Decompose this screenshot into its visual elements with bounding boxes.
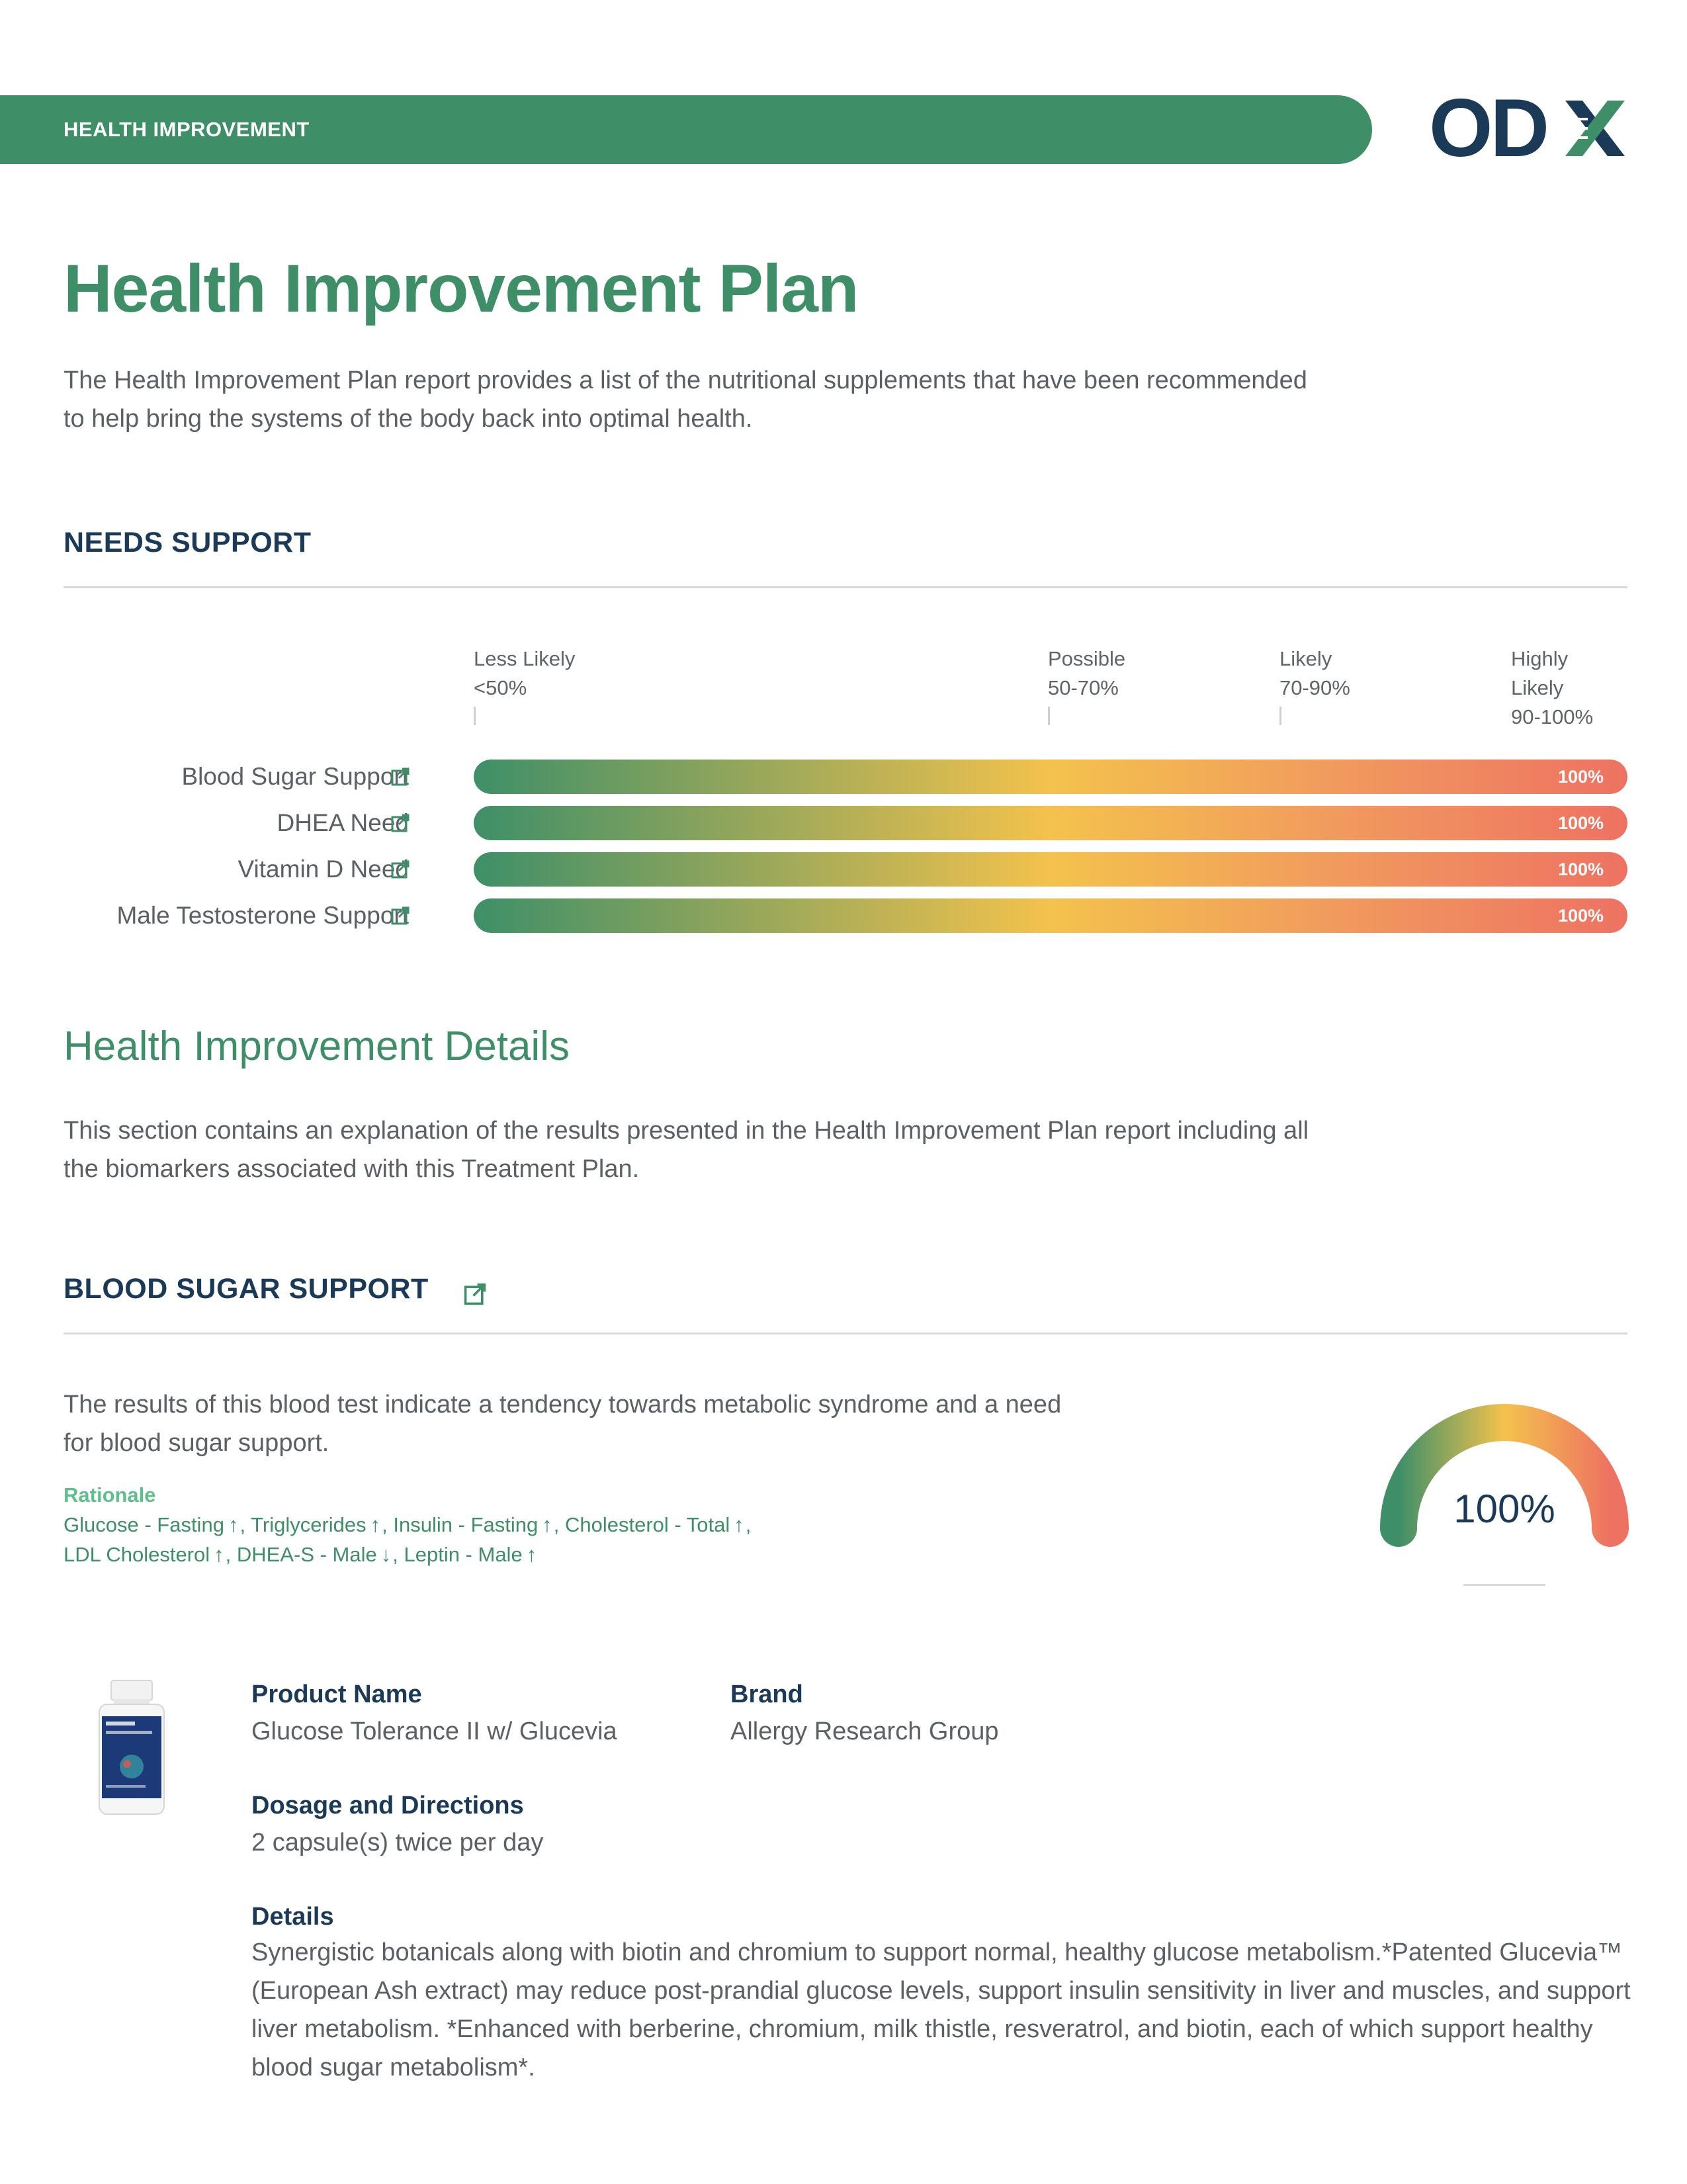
likelihood-bar xyxy=(474,852,1627,887)
bar-percent: 100% xyxy=(1557,767,1604,787)
arrow-up-icon: ↑ xyxy=(526,1543,537,1566)
rationale-item: DHEA-S - Male ↓, xyxy=(237,1543,404,1566)
arrow-up-icon: ↑ xyxy=(542,1513,552,1536)
brand-value: Allergy Research Group xyxy=(730,1718,999,1745)
gauge-divider xyxy=(1463,1584,1545,1586)
scale-range: 70-90% xyxy=(1279,676,1350,699)
scale-label: Less Likely xyxy=(474,647,576,670)
bar-fill xyxy=(474,806,1627,840)
external-link-icon[interactable] xyxy=(463,1282,487,1306)
scale-range: 50-70% xyxy=(1048,676,1119,699)
likelihood-bar xyxy=(474,760,1627,794)
row-label-dhea: DHEA Need xyxy=(277,809,409,836)
scale-tick xyxy=(1279,707,1281,725)
rationale-title: Rationale xyxy=(64,1483,156,1507)
blood-sugar-heading: BLOOD SUGAR SUPPORT xyxy=(64,1273,429,1305)
scale-label: Highly xyxy=(1511,647,1569,670)
external-link-icon[interactable] xyxy=(390,767,410,787)
scale-possible xyxy=(1048,644,1125,703)
rationale-list xyxy=(64,1510,963,1569)
row-label-blood-sugar: Blood Sugar Support xyxy=(181,763,409,790)
intro-text: The Health Improvement Plan report provides a list of the nutritional supplements that have been recommended to help bring the systems of the body back into optimal health. xyxy=(64,367,1307,433)
scale-label: Likely xyxy=(1511,676,1564,699)
dosage-value: 2 capsule(s) twice per day xyxy=(251,1829,544,1856)
details-title: Health Improvement Details xyxy=(64,1024,570,1069)
product-details-text: Synergistic botanicals along with biotin and chromium to support normal, healthy glucose metabolism.*Patented Glucevia™ (European Ash extract) may reduce post-prandial glucose levels, support insulin sensitivity in liver and muscles, and support liver metabolism. *Enhanced with berberine, chromium, milk thistle, resveratrol, and biotin, each of which support healthy blood sugar metabolism*. xyxy=(251,1939,1631,2081)
bar-fill xyxy=(474,852,1627,887)
arrow-up-icon: ↑ xyxy=(228,1513,239,1536)
arrow-up-icon: ↑ xyxy=(214,1543,224,1566)
arrow-up-icon: ↑ xyxy=(370,1513,381,1536)
product-name: Glucose Tolerance II w/ Glucevia xyxy=(251,1718,617,1745)
header-banner xyxy=(0,95,1372,164)
arrow-down-icon: ↓ xyxy=(380,1543,392,1566)
rationale-item: Triglycerides ↑, xyxy=(251,1513,393,1536)
details-label: Details xyxy=(251,1903,334,1931)
scale-less-likely xyxy=(474,644,575,703)
scale-label: Possible xyxy=(1048,647,1126,670)
rationale-item: Cholesterol - Total ↑, xyxy=(565,1513,751,1536)
external-link-icon[interactable] xyxy=(390,906,410,926)
gauge-value: 100% xyxy=(1453,1487,1555,1531)
row-label-vitamin-d: Vitamin D Need xyxy=(238,855,409,883)
external-link-icon[interactable] xyxy=(390,813,410,833)
scale-range: <50% xyxy=(474,676,527,699)
scale-label: Likely xyxy=(1279,647,1332,670)
svg-text:OD: OD xyxy=(1429,91,1547,165)
row-label-male-testosterone: Male Testosterone Support xyxy=(116,902,409,929)
external-link-icon[interactable] xyxy=(390,859,410,879)
rationale-item: LDL Cholesterol ↑, xyxy=(64,1543,237,1566)
bar-fill xyxy=(474,898,1627,933)
details-text: This section contains an explanation of the results presented in the Health Improvement Plan report including all the biomarkers associated with this Treatment Plan. xyxy=(64,1117,1309,1183)
likelihood-bar xyxy=(474,898,1627,933)
rationale-item: Glucose - Fasting ↑, xyxy=(64,1513,251,1536)
arrow-up-icon: ↑ xyxy=(734,1513,744,1536)
odx-logo xyxy=(1429,91,1627,165)
scale-range: 90-100% xyxy=(1511,705,1594,728)
page-title: Health Improvement Plan xyxy=(64,251,859,326)
bar-percent: 100% xyxy=(1557,859,1604,879)
bar-percent: 100% xyxy=(1557,906,1604,926)
blood-sugar-divider xyxy=(64,1332,1627,1334)
rationale-item: Insulin - Fasting ↑, xyxy=(393,1513,565,1536)
scale-tick xyxy=(1048,707,1050,725)
rationale-item: Leptin - Male ↑ xyxy=(404,1543,538,1566)
blood-sugar-description: The results of this blood test indicate a tendency towards metabolic syndrome and a need for blood sugar support. xyxy=(64,1391,1062,1457)
dosage-label: Dosage and Directions xyxy=(251,1792,524,1819)
bar-percent: 100% xyxy=(1557,813,1604,833)
product-bottle-image xyxy=(95,1679,168,1818)
banner-label: HEALTH IMPROVEMENT xyxy=(64,118,310,141)
scale-likely xyxy=(1279,644,1350,703)
needs-support-divider xyxy=(64,586,1627,588)
needs-support-heading: NEEDS SUPPORT xyxy=(64,527,312,558)
brand-label: Brand xyxy=(730,1681,803,1708)
product-name-label: Product Name xyxy=(251,1681,422,1708)
scale-highly-likely xyxy=(1511,644,1593,732)
scale-tick xyxy=(474,707,476,725)
logo-x-mark xyxy=(1565,101,1625,156)
likelihood-bar xyxy=(474,806,1627,840)
bar-fill xyxy=(474,760,1627,794)
